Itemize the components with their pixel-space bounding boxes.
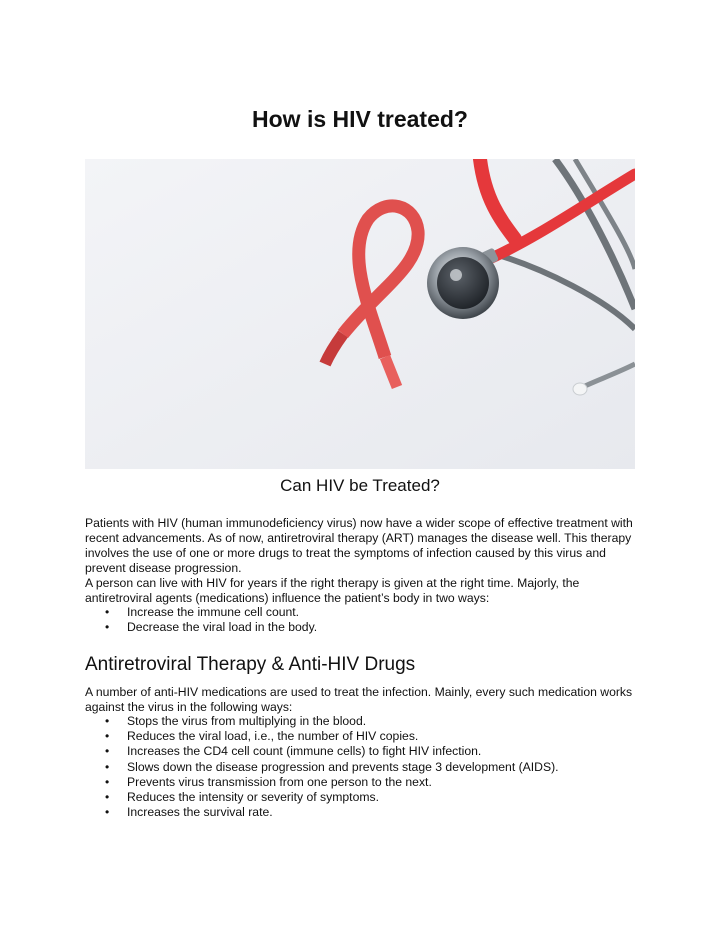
bullet-icon: •	[105, 759, 110, 774]
list-item: • Prevents virus transmission from one person to the next.	[105, 774, 432, 789]
effects-list	[85, 605, 645, 635]
intro-paragraph: Patients with HIV (human immunodeficiency virus) now have a wider scope of effective treatment with recent advancements. As of now, antiretroviral therapy (ART) manages the disease well. This therapy involves the use of one or more drugs to treat the symptoms of infection caused by this virus and prevent disease progression.	[85, 516, 633, 575]
page-title: How is HIV treated?	[252, 106, 468, 132]
section-heading-antiretroviral-therapy: Antiretroviral Therapy & Anti-HIV Drugs	[85, 654, 416, 675]
list-item: • Reduces the intensity or severity of symptoms.	[105, 790, 379, 805]
bullet-icon: •	[105, 729, 110, 744]
list-item: • Increases the survival rate.	[105, 805, 273, 820]
list-item: • Increase the immune cell count.	[105, 605, 300, 619]
hero-image	[85, 159, 635, 469]
medication-actions-list	[85, 714, 645, 820]
section-heading-can-hiv-be-treated: Can HIV be Treated?	[280, 476, 440, 495]
therapy-paragraph: A person can live with HIV for years if the right therapy is given at the right time. Majorly, the antiretroviral agents (medications) influence the patient’s body in two ways:	[85, 576, 580, 605]
medications-paragraph: A number of anti-HIV medications are used to treat the infection. Mainly, every such medication works against the virus in the following ways:	[85, 685, 633, 714]
list-item: • Increases the CD4 cell count (immune cells) to fight HIV infection.	[105, 744, 482, 759]
list-item: • Reduces the viral load, i.e., the number of HIV copies.	[105, 729, 419, 744]
list-item: • Decrease the viral load in the body.	[105, 620, 318, 635]
bullet-icon: •	[105, 805, 110, 820]
bullet-icon: •	[105, 605, 110, 619]
bullet-icon: •	[105, 774, 110, 789]
list-item: • Stops the virus from multiplying in the blood.	[105, 714, 367, 728]
bullet-icon: •	[105, 744, 110, 759]
list-item: • Slows down the disease progression and prevents stage 3 development (AIDS).	[105, 759, 559, 774]
bullet-icon: •	[105, 714, 110, 728]
bullet-icon: •	[105, 620, 110, 635]
bullet-icon: •	[105, 790, 110, 805]
